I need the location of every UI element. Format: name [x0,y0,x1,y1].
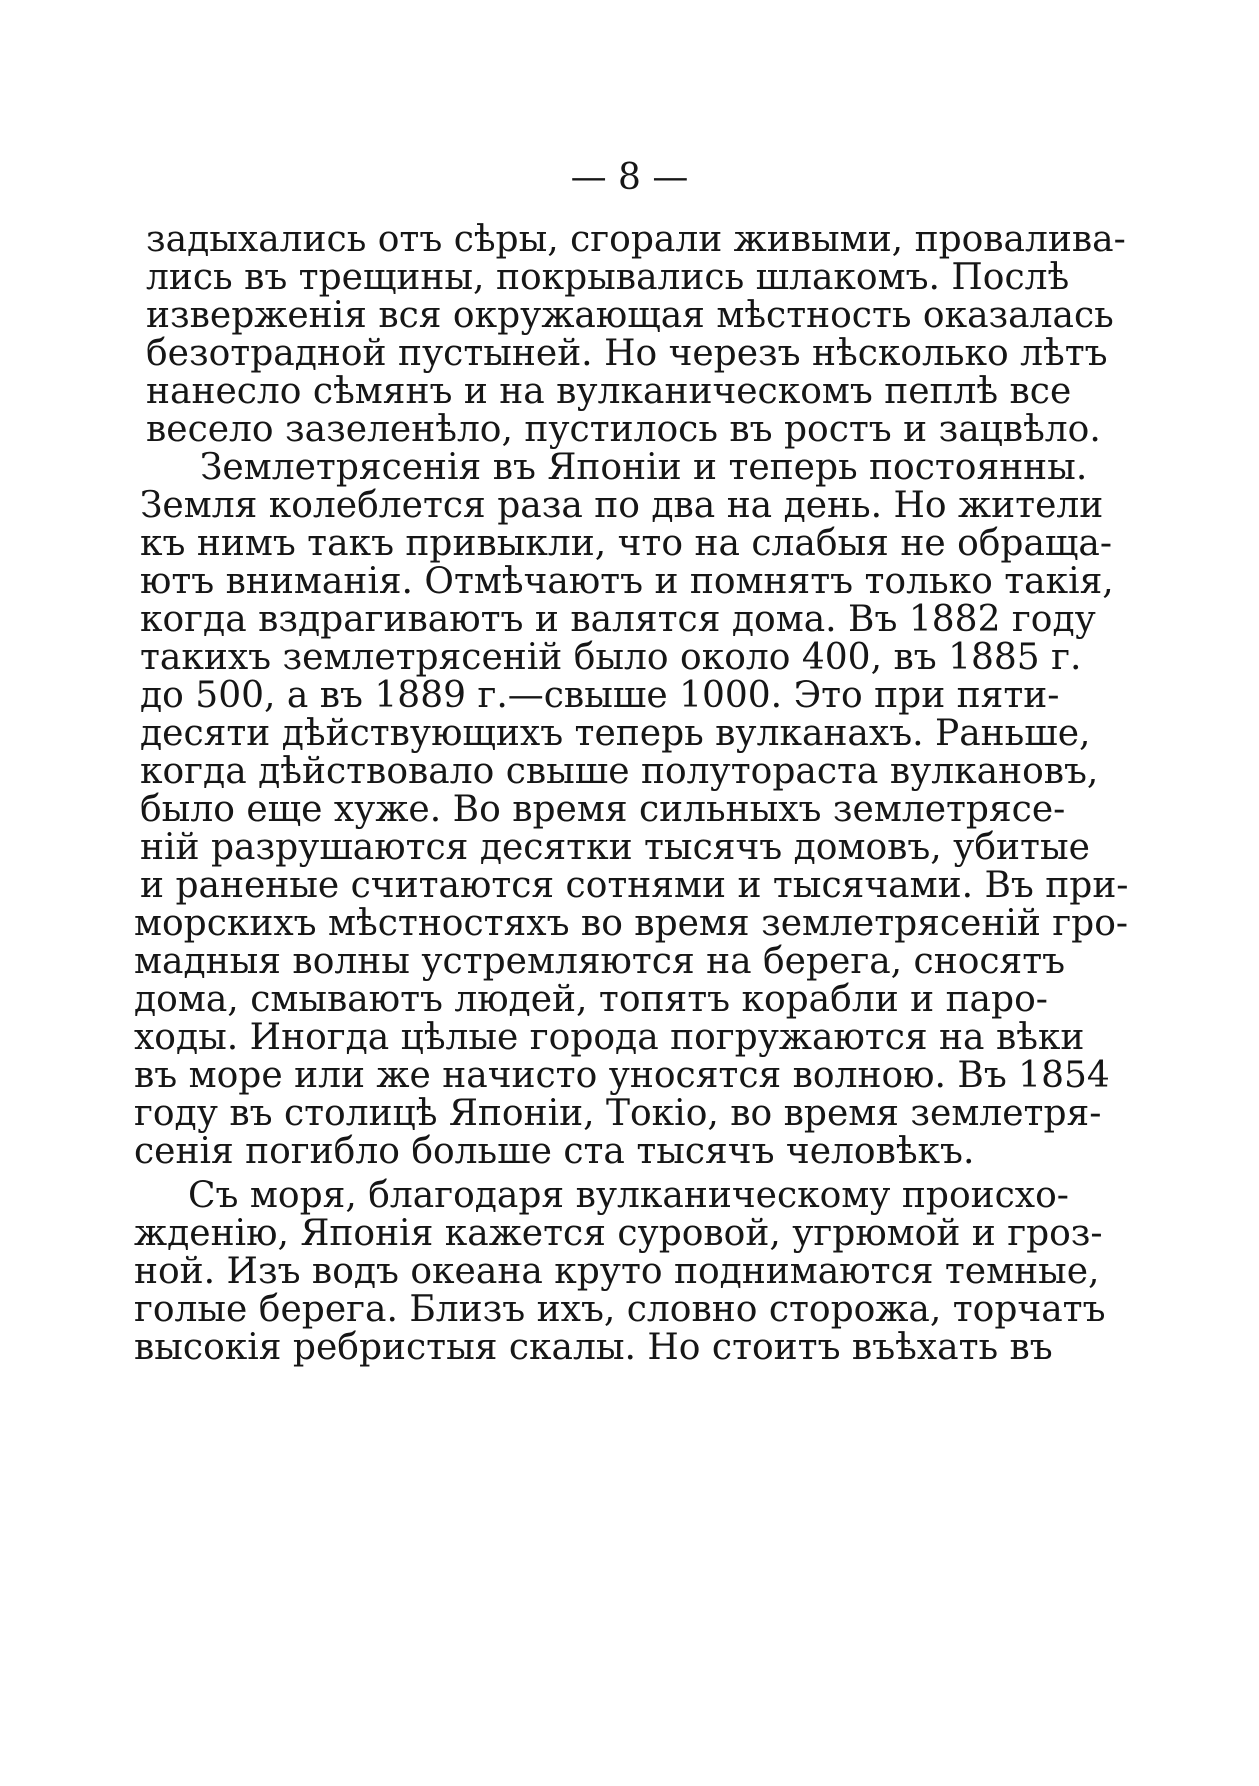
text-line: въ море или же начисто уносятся волною. Въ 1854 [134,1055,1110,1096]
text-line: и раненые считаются сотнями и тысячами. Въ при- [140,865,1129,906]
text-line: весело зазеленѣло, пустилось въ ростъ и зацвѣло. [146,409,1101,450]
paragraph-first-line: Землетрясенія въ Японіи и теперь постоянны. [200,447,1088,488]
text-line: ной. Изъ водъ океана круто поднимаются темные, [134,1251,1100,1292]
text-line: ній разрушаются десятки тысячъ домовъ, убитые [140,827,1090,868]
text-line: изверженія вся окружающая мѣстность оказалась [146,295,1114,336]
text-line: задыхались отъ сѣры, сгорали живыми, провалива- [146,219,1126,260]
text-line: такихъ землетрясеній было около 400, въ 1885 г. [140,637,1082,678]
text-line: къ нимъ такъ привыкли, что на слабыя не обраща- [140,523,1113,564]
text-line: дома, смываютъ людей, топятъ корабли и паро- [134,979,1048,1020]
text-line: мадныя волны устремляются на берега, сносятъ [134,941,1066,982]
text-line: голые берега. Близъ ихъ, словно сторожа, торчатъ [134,1289,1106,1330]
paragraph-first-line: Съ моря, благодаря вулканическому происхо- [188,1175,1069,1216]
text-line: было еще хуже. Во время сильныхъ землетрясе- [140,789,1066,830]
text-line: году въ столицѣ Японіи, Токіо, во время землетря- [134,1093,1102,1134]
page-number: — 8 — [570,157,689,198]
text-line: ходы. Иногда цѣлые города погружаются на вѣки [134,1017,1085,1058]
text-line: десяти дѣйствующихъ теперь вулканахъ. Раньше, [140,713,1091,754]
text-line: жденію, Японія кажется суровой, угрюмой и гроз- [134,1213,1103,1254]
text-line: до 500, а въ 1889 г.—свыше 1000. Это при пяти- [140,675,1060,716]
text-line: безотрадной пустыней. Но черезъ нѣсколько лѣтъ [146,333,1108,374]
text-line: высокія ребристыя скалы. Но стоитъ въѣхать въ [134,1327,1053,1368]
text-line: лись въ трещины, покрывались шлакомъ. Послѣ [146,257,1070,298]
text-line: ютъ вниманія. Отмѣчаютъ и помнятъ только такія, [140,561,1114,602]
text-line: когда дѣйствовало свыше полутораста вулкановъ, [140,751,1099,792]
text-line: когда вздрагиваютъ и валятся дома. Въ 1882 году [140,599,1096,640]
text-line: нанесло сѣмянъ и на вулканическомъ пеплѣ все [146,371,1072,412]
text-line: Земля колеблется раза по два на день. Но жители [140,485,1104,526]
text-line: морскихъ мѣстностяхъ во время землетрясеній гро- [134,903,1129,944]
paragraph-last-line: сенія погибло больше ста тысячъ человѣкъ. [134,1131,975,1172]
